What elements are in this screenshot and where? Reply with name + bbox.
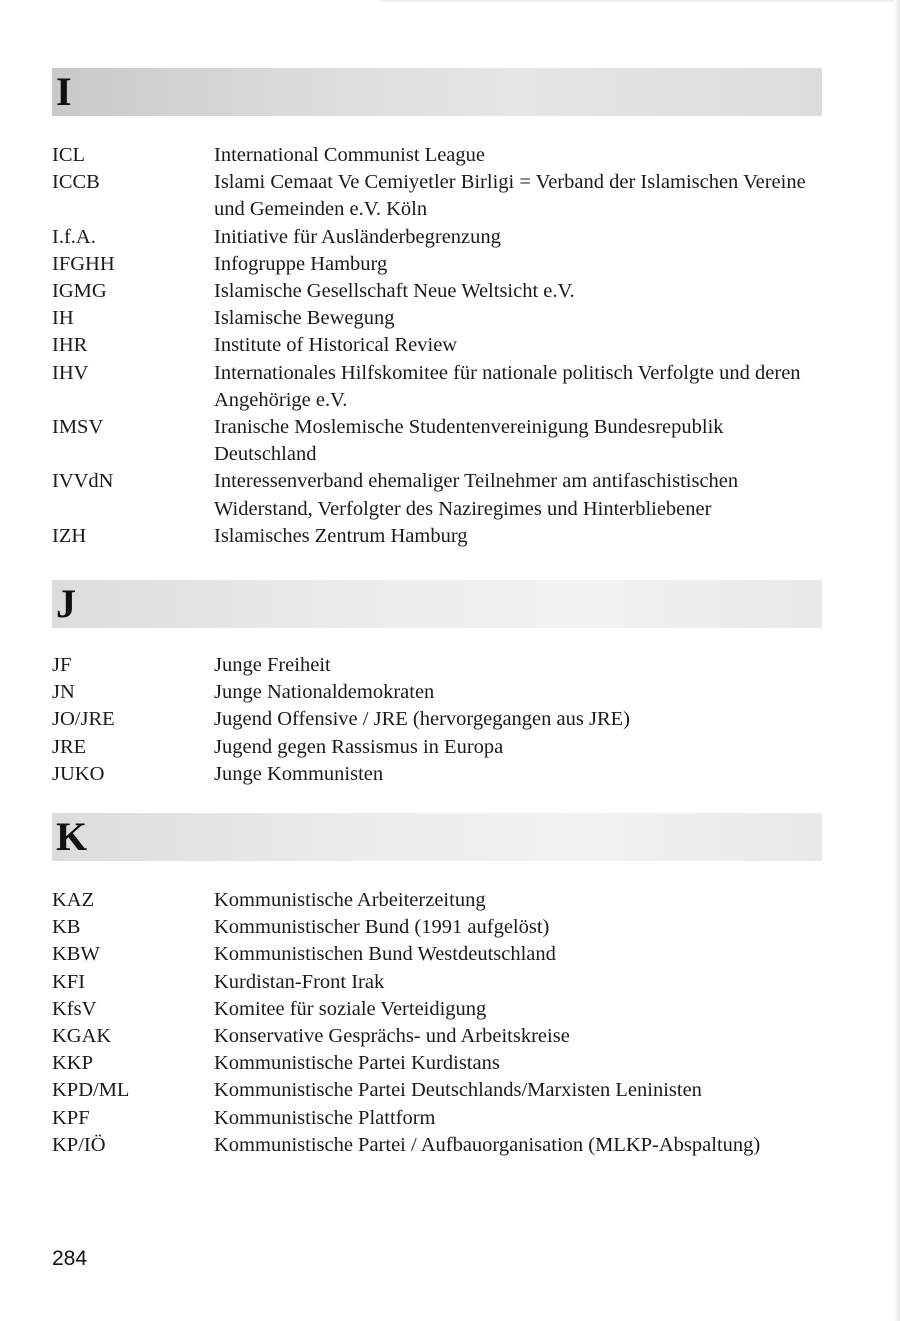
list-item <box>52 142 822 169</box>
list-item <box>52 305 822 332</box>
definition: Kommunistischen Bund Westdeutschland <box>214 943 556 966</box>
list-item <box>52 169 822 223</box>
page-number: 284 <box>52 1247 88 1270</box>
list-item <box>52 652 822 679</box>
abbreviation: IHR <box>52 334 88 357</box>
list-item <box>52 941 822 968</box>
abbreviation: I.f.A. <box>52 225 96 248</box>
list-item <box>52 706 822 733</box>
abbreviation: JUKO <box>52 762 105 785</box>
abbreviation: IMSV <box>52 416 104 439</box>
abbreviation: JO/JRE <box>52 708 115 731</box>
section-header <box>52 813 822 861</box>
definition: Internationales Hilfskomitee für nationale politisch Verfolgte und deren Angehörige e.V. <box>214 361 801 411</box>
definition: Kommunistische Partei Kurdistans <box>214 1052 500 1075</box>
definition: Kommunistische Partei Deutschlands/Marxisten Leninisten <box>214 1079 702 1102</box>
abbreviation: IH <box>52 307 74 330</box>
list-item <box>52 1077 822 1104</box>
list-item <box>52 914 822 941</box>
list-item <box>52 1132 822 1159</box>
abbreviation: KKP <box>52 1052 94 1075</box>
definition: Infogruppe Hamburg <box>214 252 388 275</box>
abbreviation: ICL <box>52 144 86 166</box>
abbreviation: IZH <box>52 524 87 547</box>
abbreviation: KfsV <box>52 997 97 1020</box>
definition: Jugend Offensive / JRE (hervorgegangen aus JRE) <box>214 708 630 731</box>
list-item <box>52 332 822 359</box>
definition: Junge Kommunisten <box>214 762 384 785</box>
abbreviation-list <box>52 142 822 550</box>
definition: Kommunistische Partei / Aufbauorganisation (MLKP-Abspaltung) <box>214 1133 761 1156</box>
section-j <box>52 580 822 785</box>
section-header <box>52 580 822 628</box>
list-item <box>52 251 822 278</box>
abbreviation: KP/IÖ <box>52 1133 106 1156</box>
definition: Islamisches Zentrum Hamburg <box>214 524 468 547</box>
abbreviation: KFI <box>52 970 86 993</box>
list-item <box>52 224 822 251</box>
list-item <box>52 1105 822 1132</box>
definition: Institute of Historical Review <box>214 334 458 357</box>
definition: Jugend gegen Rassismus in Europa <box>214 735 504 758</box>
list-item <box>52 969 822 996</box>
abbreviation-list <box>52 652 822 788</box>
definition: Initiative für Ausländerbegrenzung <box>214 225 501 248</box>
list-item <box>52 523 822 550</box>
abbreviation: KPF <box>52 1106 90 1129</box>
abbreviation: IVVdN <box>52 470 114 493</box>
abbreviation: IHV <box>52 361 89 384</box>
list-item <box>52 679 822 706</box>
definition: Islamische Gesellschaft Neue Weltsicht e.V. <box>214 280 575 303</box>
abbreviation: ICCB <box>52 171 100 194</box>
list-item <box>52 1050 822 1077</box>
definition: Islamische Bewegung <box>214 307 395 330</box>
definition: Kommunistische Arbeiterzeitung <box>214 889 486 911</box>
section-letter: K <box>56 814 88 859</box>
definition: Junge Freiheit <box>214 654 331 676</box>
list-item <box>52 468 822 522</box>
definition: Junge Nationaldemokraten <box>214 681 435 704</box>
abbreviation: IFGHH <box>52 252 115 275</box>
abbreviation: KBW <box>52 943 100 966</box>
abbreviation: KGAK <box>52 1025 112 1048</box>
abbreviation: KPD/ML <box>52 1079 130 1102</box>
section-header <box>52 68 822 116</box>
list-item <box>52 761 822 788</box>
abbreviation: IGMG <box>52 280 107 303</box>
section-i <box>52 68 822 547</box>
abbreviation-list <box>52 887 822 1159</box>
abbreviation: JF <box>52 654 72 676</box>
list-item <box>52 278 822 305</box>
definition: Komitee für soziale Verteidigung <box>214 997 487 1020</box>
definition: Islami Cemaat Ve Cemiyetler Birligi = Verband der Islamischen Vereine und Gemeinden e.V. Köln <box>214 171 806 221</box>
definition: Iranische Moslemische Studentenvereinigung Bundesrepublik Deutschland <box>214 416 724 466</box>
page-edge-shadow <box>894 0 900 1321</box>
list-item <box>52 360 822 414</box>
definition: Kurdistan-Front Irak <box>214 970 385 993</box>
abbreviation: JRE <box>52 735 87 758</box>
list-item <box>52 414 822 468</box>
list-item <box>52 996 822 1023</box>
list-item <box>52 734 822 761</box>
abbreviation: JN <box>52 681 75 704</box>
abbreviation: KAZ <box>52 889 95 911</box>
abbreviation: KB <box>52 916 81 939</box>
section-letter: I <box>56 69 72 114</box>
list-item <box>52 887 822 914</box>
definition: Konservative Gesprächs- und Arbeitskreise <box>214 1025 570 1048</box>
section-k <box>52 813 822 1156</box>
top-edge-rule <box>380 0 900 2</box>
definition: Kommunistischer Bund (1991 aufgelöst) <box>214 916 550 939</box>
definition: Interessenverband ehemaliger Teilnehmer am antifaschistischen Widerstand, Verfolgter des Naziregimes und Hinterbliebener <box>214 470 739 520</box>
definition: Kommunistische Plattform <box>214 1106 436 1129</box>
section-letter: J <box>56 581 76 626</box>
list-item <box>52 1023 822 1050</box>
definition: International Communist League <box>214 144 485 166</box>
